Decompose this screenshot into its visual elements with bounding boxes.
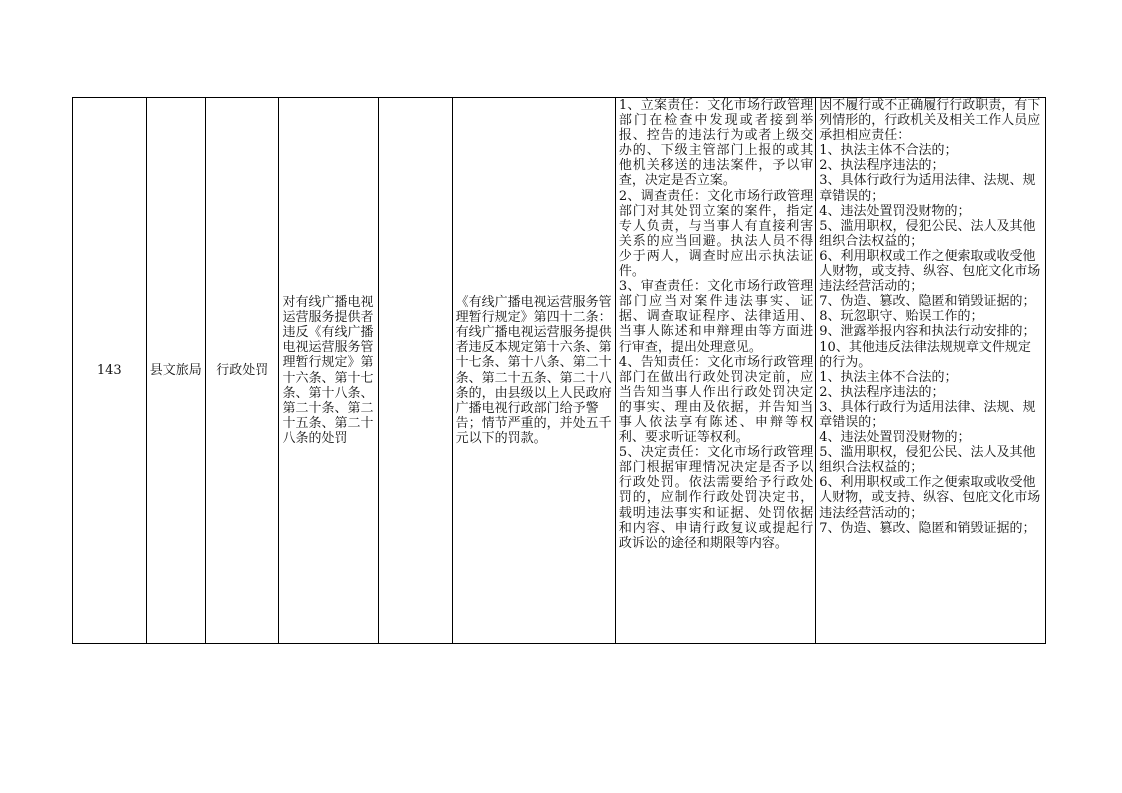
accountability-item: 7、伪造、篡改、隐匿和销毁证据的； [819,294,1036,310]
accountability-item: 1、执法主体不合法的； [819,143,958,159]
responsibility-item: 3、审查责任：文化市场行政管理部门应当对案件违法事实、证据、调查取证程序、法律适用、当事人陈述和申辩理由等方面进行审查，提出处理意见。 [618,279,814,355]
accountability-item: 5、滥用职权，侵犯公民、法人及其他组织合法权益的； [819,445,1036,476]
item-name-cell: 对有线广播电视运营服务提供者违反《有线广播电视运营服务管理暂行规定》第十六条、第十七条、第十八条、第二十条、第二十五条、第二十八条的处罚 [279,98,379,644]
power-type-cell: 行政处罚 [205,98,279,644]
accountability-item: 7、伪造、篡改、隐匿和销毁证据的； [819,520,1036,536]
accountability-item: 5、滥用职权，侵犯公民、法人及其他组织合法权益的； [819,218,1036,249]
department-cell: 县文旅局 [146,98,205,644]
accountability-cell [816,98,1046,644]
accountability-item: 4、违法处置罚没财物的； [819,203,971,219]
row-number: 143 [73,98,147,644]
accountability-item: 2、执法程序违法的； [819,384,945,400]
legal-basis-cell: 《有线广播电视运营服务管理暂行规定》第四十二条：有线广播电视运营服务提供者违反本规定第十六条、第十七条、第十八条、第二十条、第二十五条、第二十八条的，由县级以上人民政府广播电视行政部门给予警告；情节严重的，并处五千元以下的罚款。 [452,98,615,644]
accountability-item: 4、违法处置罚没财物的； [819,430,971,446]
responsibility-item: 5、决定责任：文化市场行政管理部门根据审理情况决定是否予以行政处罚。依法需要给予行政处罚的，应制作行政处罚决定书，载明违法事实和证据、处罚依据和内容、申请行政复议或提起行政诉讼的途径和期限等内容。 [618,445,814,551]
accountability-item: 1、执法主体不合法的； [819,369,958,385]
accountability-item: 因不履行或不正确履行行政职责，有下列情形的，行政机关及相关工作人员应承担相应责任： [819,98,1041,144]
responsibility-item: 2、调查责任：文化市场行政管理部门对其处罚立案的案件，指定专人负责，与当事人有直接利害关系的应当回避。执法人员不得少于两人，调查时应出示执法证件。 [618,188,814,280]
responsibility-item: 1、立案责任：文化市场行政管理部门在检查中发现或者接到举报、控告的违法行为或者上级交办的、下级主管部门上报的或其他机关移送的违法案件，予以审查，决定是否立案。 [618,98,814,189]
responsibilities-cell [615,98,815,644]
sub-item-cell [379,98,453,644]
table-row [73,98,1046,644]
accountability-item: 8、玩忽职守、贻误工作的； [819,309,984,325]
responsibility-item: 4、告知责任：文化市场行政管理部门在做出行政处罚决定前，应当告知当事人作出行政处罚决定的事实、理由及依据，并告知当事人依法享有陈述、申辩等权利、要求听证等权利。 [618,354,814,446]
power-list-table [72,97,1046,644]
accountability-item: 3、具体行政行为适用法律、法规、规章错误的； [819,399,1036,430]
accountability-item: 6、利用职权或工作之便索取或收受他人财物，或支持、纵容、包庇文化市场违法经营活动的； [819,475,1041,521]
accountability-item: 6、利用职权或工作之便索取或收受他人财物，或支持、纵容、包庇文化市场违法经营活动的； [819,248,1041,295]
accountability-item: 2、执法程序违法的； [819,158,945,174]
accountability-item: 3、具体行政行为适用法律、法规、规章错误的； [819,173,1036,204]
accountability-item: 9、泄露举报内容和执法行动安排的； [819,324,1036,340]
accountability-item: 10、其他违反法律法规规章文件规定的行为。 [819,339,1031,370]
